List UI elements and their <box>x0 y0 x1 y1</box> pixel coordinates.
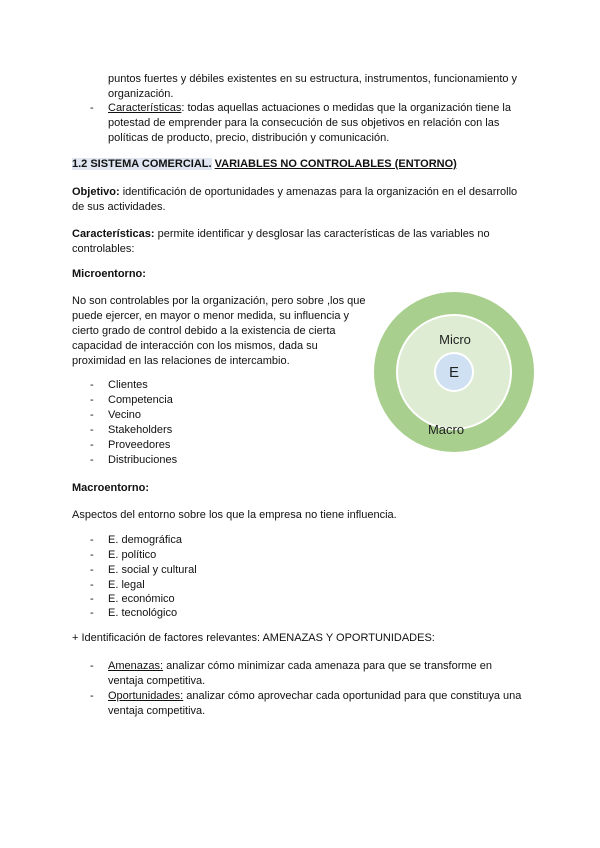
caracteristicas-text: : todas aquellas actuaciones o medidas que la organización tiene la potestad de emprender para la consecución de sus objetivos en relación con las políticas de producto, precio, distribución y comunicación. <box>108 102 511 144</box>
microentorno-heading: Microentorno: <box>72 268 146 280</box>
list-item: - E. social y cultural <box>90 564 197 576</box>
microentorno-description: No son controlables por la organización, pero sobre ,los que puede ejercer, en mayor o menor medida, su influencia y cierto grado de control debido a la existencia de cierta capacidad de interacción con los mismos, dada su proximidad en las relaciones de intercambio. <box>72 295 366 367</box>
section-number-title: 1.2 SISTEMA COMERCIAL. <box>72 158 212 170</box>
macro-label: Macro <box>427 422 465 437</box>
macroentorno-heading: Macroentorno: <box>72 482 149 494</box>
bullet-dash: - <box>90 660 94 672</box>
amenazas-term: Amenazas: <box>108 660 164 672</box>
bullet-dash: - <box>90 102 94 114</box>
identificacion-text: + Identificación de factores relevantes: AMENAZAS Y OPORTUNIDADES: <box>72 632 435 644</box>
amenazas-text: analizar cómo minimizar cada amenaza para que se transforme en ventaja competitiva. <box>108 660 492 687</box>
oportunidades-text: analizar cómo aprovechar cada oportunidad para que constituya una ventaja competitiva. <box>108 690 522 717</box>
list-item: - Stakeholders <box>90 424 173 436</box>
list-item: - Competencia <box>90 394 173 406</box>
list-item: - Vecino <box>90 409 142 421</box>
objetivo-text: identificación de oportunidades y amenazas para la organización en el desarrollo de sus actividades. <box>72 186 518 213</box>
list-item: - Distribuciones <box>90 454 178 466</box>
list-item: - E. económico <box>90 593 175 605</box>
section-subtitle: VARIABLES NO CONTROLABLES (ENTORNO) <box>214 158 457 170</box>
objetivo-label: Objetivo: <box>72 186 120 198</box>
company-label: E <box>448 364 460 381</box>
macroentorno-description: Aspectos del entorno sobre los que la empresa no tiene influencia. <box>72 509 397 521</box>
caracteristicas-paragraph <box>72 227 532 257</box>
micro-label: Micro <box>439 332 471 347</box>
environment-diagram <box>370 288 538 456</box>
caracteristicas-desc: permite identificar y desglosar las características de las variables no controlables: <box>72 228 490 255</box>
caracteristicas-label: Características: <box>72 228 155 240</box>
bullet-dash: - <box>90 690 94 702</box>
list-item: - E. demográfica <box>90 534 182 546</box>
objetivo-paragraph <box>72 185 532 215</box>
oportunidades-term: Oportunidades: <box>108 690 184 702</box>
caracteristicas-term: Características <box>108 102 182 114</box>
continuation-text: puntos fuertes y débiles existentes en su estructura, instrumentos, funcionamiento y organización. <box>108 73 518 100</box>
list-item: - Clientes <box>90 379 148 391</box>
list-item: - E. legal <box>90 579 145 591</box>
section-heading <box>72 157 542 172</box>
list-item: - Proveedores <box>90 439 171 451</box>
list-item: - E. tecnológico <box>90 607 178 619</box>
list-item: - E. político <box>90 549 157 561</box>
